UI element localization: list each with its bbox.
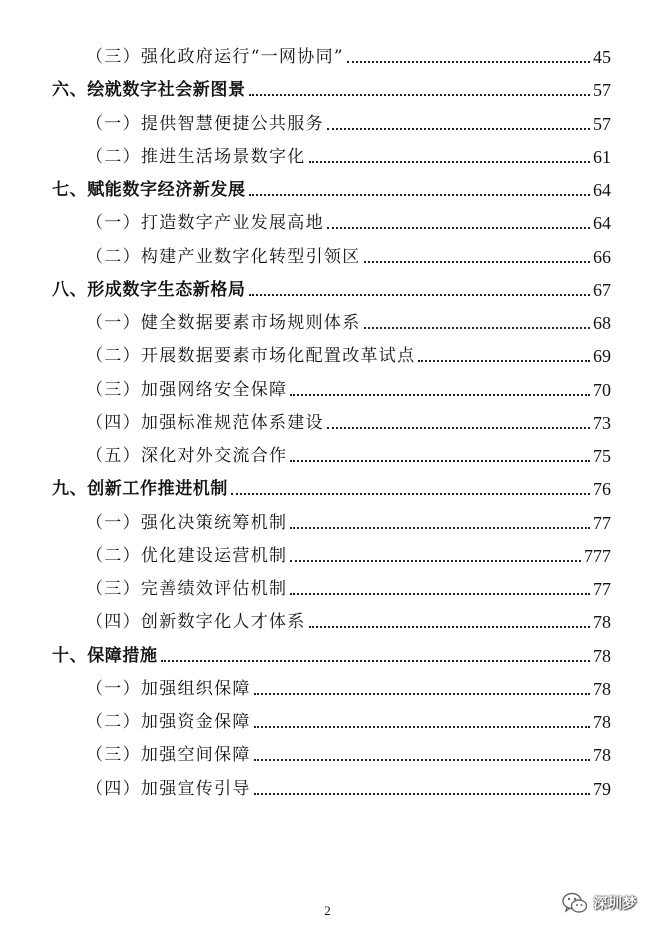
toc-section-row[interactable] — [86, 306, 611, 334]
toc-entry-page: 76 — [593, 479, 611, 500]
toc-entry-title: （一）强化决策统筹机制 — [86, 512, 288, 533]
toc-entry-page: 777 — [584, 545, 611, 566]
toc-chapter-row[interactable] — [52, 639, 611, 667]
toc-entry-title: （四）加强宣传引导 — [86, 778, 251, 799]
toc-entry-title: 六、绘就数字社会新图景 — [52, 80, 246, 101]
toc-entry-title: （四）加强标准规范体系建设 — [86, 412, 324, 433]
toc-section-row[interactable] — [86, 539, 611, 567]
toc-entry-page: 78 — [593, 745, 611, 766]
toc-entry-title: 十、保障措施 — [52, 645, 158, 666]
toc-entry-title: （二）优化建设运营机制 — [86, 545, 288, 566]
toc-entry-title: （四）创新数字化人才体系 — [86, 612, 306, 633]
toc-dot-leader — [254, 726, 590, 728]
toc-section-row[interactable] — [86, 705, 611, 733]
toc-entry-title: 七、赋能数字经济新发展 — [52, 180, 246, 200]
toc-dot-leader — [309, 626, 590, 628]
toc-entry-title: （五）深化对外交流合作 — [86, 446, 288, 466]
toc-entry-title: （一）健全数据要素市场规则体系 — [86, 313, 361, 333]
toc-dot-leader — [231, 493, 590, 495]
toc-entry-page: 66 — [593, 246, 611, 267]
toc-dot-leader — [290, 394, 590, 396]
toc-entry-title: （一）打造数字产业发展高地 — [86, 213, 324, 234]
toc-entry-page: 61 — [593, 146, 611, 167]
toc-entry-page: 57 — [593, 80, 611, 101]
toc-dot-leader — [254, 693, 590, 695]
toc-chapter-row[interactable] — [52, 273, 611, 301]
toc-dot-leader — [249, 194, 590, 196]
toc-dot-leader — [418, 360, 590, 362]
toc-entry-title: （三）加强空间保障 — [86, 745, 251, 766]
toc-entry-title: （二）开展数据要素市场化配置改革试点 — [86, 346, 416, 367]
toc-chapter-row[interactable] — [52, 73, 611, 101]
toc-entry-title: （三）完善绩效评估机制 — [86, 579, 288, 599]
toc-dot-leader — [327, 128, 590, 130]
toc-entry-page: 64 — [593, 180, 611, 200]
toc-entry-title: （二）加强资金保障 — [86, 712, 251, 732]
toc-dot-leader — [290, 593, 590, 595]
toc-section-row[interactable] — [86, 772, 611, 800]
toc-section-row[interactable] — [86, 506, 611, 534]
toc-entry-title: （三）强化政府运行“一网协同” — [86, 47, 344, 67]
toc-entry-page: 78 — [593, 645, 611, 666]
toc-dot-leader — [309, 161, 590, 163]
toc-entry-page: 78 — [593, 612, 611, 633]
toc-section-row[interactable] — [86, 107, 611, 135]
toc-entry-title: （一）加强组织保障 — [86, 678, 251, 699]
toc-entry-title: （二）推进生活场景数字化 — [86, 146, 306, 167]
toc-dot-leader — [364, 327, 591, 329]
toc-entry-page: 69 — [593, 346, 611, 367]
toc-dot-leader — [364, 261, 591, 263]
toc-entry-title: （一）提供智慧便捷公共服务 — [86, 113, 324, 134]
toc-dot-leader — [327, 227, 590, 229]
toc-entry-title: 八、形成数字生态新格局 — [52, 279, 246, 300]
toc-entry-title: 九、创新工作推进机制 — [52, 479, 228, 500]
toc-section-row[interactable] — [86, 406, 611, 434]
toc-entry-page: 77 — [593, 512, 611, 533]
toc-entry-page: 45 — [593, 47, 611, 67]
page-number: 2 — [324, 903, 331, 918]
toc-dot-leader — [327, 427, 590, 429]
toc-chapter-row[interactable] — [52, 472, 611, 500]
toc-entry-page: 57 — [593, 113, 611, 134]
toc-dot-leader — [249, 294, 590, 296]
toc-dot-leader — [161, 660, 590, 662]
toc-section-row[interactable] — [86, 605, 611, 633]
toc-section-row[interactable] — [86, 339, 611, 367]
toc-dot-leader — [254, 793, 590, 795]
toc-section-row[interactable] — [86, 572, 611, 600]
toc-section-row[interactable] — [86, 240, 611, 268]
toc-entry-page: 70 — [593, 379, 611, 400]
toc-entry-title: （二）构建产业数字化转型引领区 — [86, 246, 361, 267]
toc-section-row[interactable] — [86, 206, 611, 234]
toc-dot-leader — [290, 527, 590, 529]
watermark — [560, 888, 638, 918]
toc-entry-page: 67 — [593, 279, 611, 300]
toc-chapter-row[interactable] — [52, 173, 611, 201]
toc-entry-page: 79 — [593, 778, 611, 799]
toc-entry-title: （三）加强网络安全保障 — [86, 379, 288, 400]
toc-section-row[interactable] — [86, 738, 611, 766]
toc-dot-leader — [249, 94, 590, 96]
toc-dot-leader — [290, 460, 590, 462]
toc-section-row[interactable] — [86, 439, 611, 467]
toc-dot-leader — [290, 560, 581, 562]
toc-entry-page: 73 — [593, 412, 611, 433]
wechat-icon — [560, 888, 590, 918]
toc-entry-page: 68 — [593, 313, 611, 333]
toc-section-row[interactable] — [86, 373, 611, 401]
toc-entry-page: 64 — [593, 213, 611, 234]
toc-section-row[interactable] — [86, 40, 611, 68]
toc-entry-page: 78 — [593, 712, 611, 732]
toc-section-row[interactable] — [86, 140, 611, 168]
watermark-text: 深圳梦 — [593, 896, 637, 912]
toc-entry-page: 78 — [593, 678, 611, 699]
toc-dot-leader — [347, 61, 590, 63]
toc-section-row[interactable] — [86, 672, 611, 700]
toc-entry-page: 77 — [593, 579, 611, 599]
toc-dot-leader — [254, 759, 590, 761]
toc-entry-page: 75 — [593, 446, 611, 466]
